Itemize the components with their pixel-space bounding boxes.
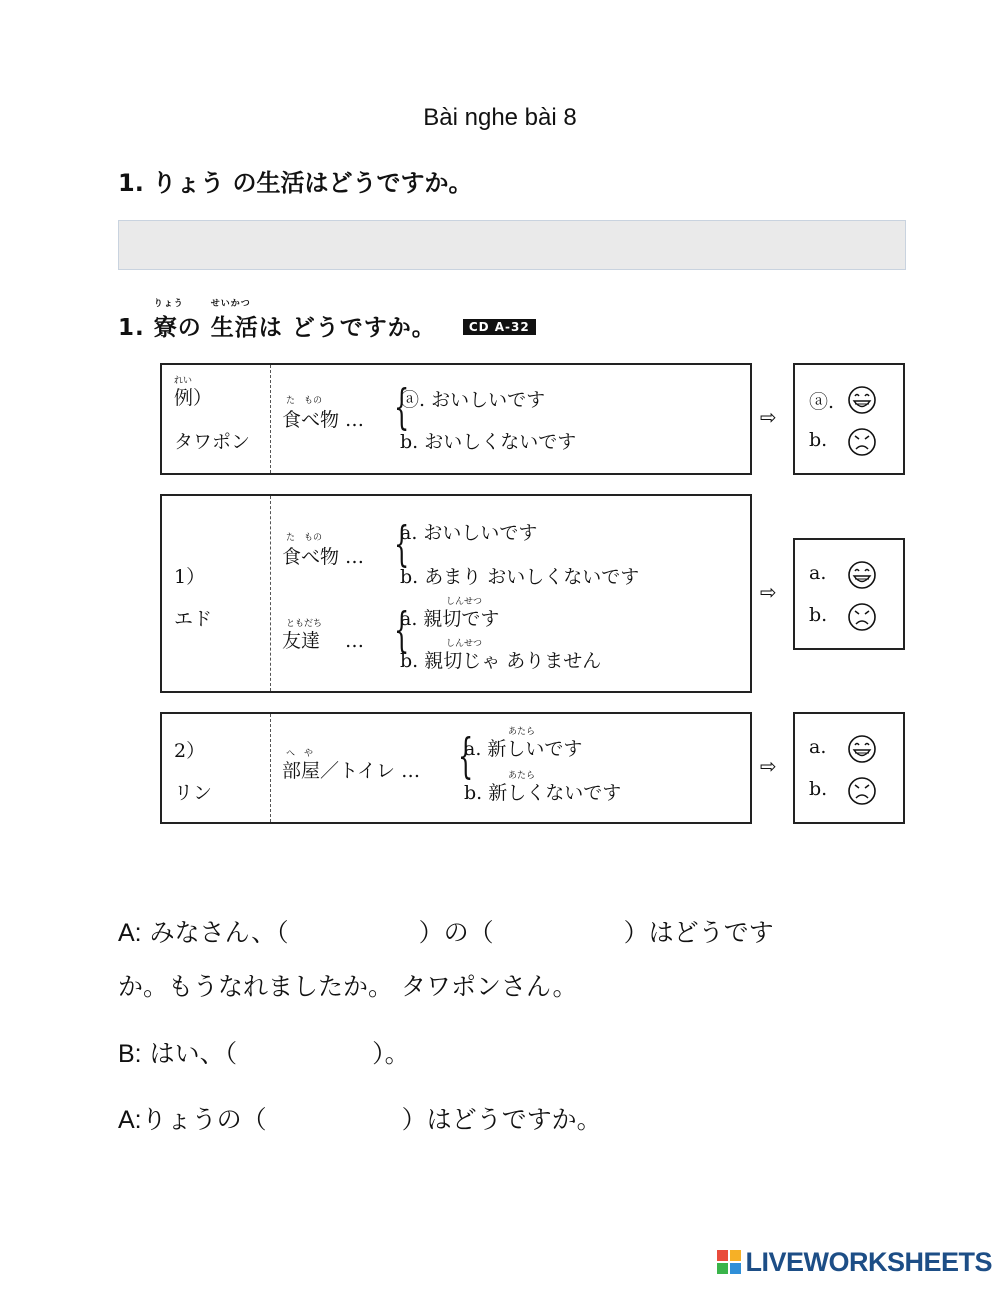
dialog-text: ）はどうです	[623, 918, 774, 947]
option-b: b. 新しくないです	[464, 782, 622, 804]
result-b: b.	[809, 429, 828, 451]
sad-face-icon[interactable]	[847, 602, 877, 632]
cd-track-badge: CD A-32	[463, 319, 536, 335]
title-particle-no: の	[177, 315, 202, 341]
brace: {	[458, 728, 474, 784]
example-label-ruby: れい	[174, 376, 193, 386]
dialog-text: ）。	[372, 1039, 410, 1068]
title-rest: どうですか。	[291, 315, 436, 341]
dialog-line-3	[118, 1034, 410, 1070]
row-2-result-box[interactable]	[793, 712, 905, 824]
row-2-label: 2）	[174, 740, 206, 762]
option-ruby: あたら	[508, 771, 536, 781]
dialog-text: ）の（	[418, 918, 494, 947]
arrow-icon: ⇨	[760, 405, 777, 429]
example-label: 例）	[174, 387, 213, 409]
option-a: ⓐ. おいしいです	[400, 389, 546, 411]
option-ruby: しんせつ	[446, 639, 483, 649]
happy-face-icon	[847, 385, 877, 415]
example-name: タワポン	[174, 431, 251, 453]
dialog-text: はい、（	[149, 1039, 238, 1068]
row-2	[160, 712, 752, 824]
arrow-icon: ⇨	[760, 580, 777, 604]
scan-title	[118, 299, 536, 342]
option-b: b. おいしくないです	[400, 431, 577, 453]
category-food: 食べ物 …	[282, 409, 365, 431]
dialog-text: ）はどうですか。	[401, 1105, 602, 1134]
row-1-name: エド	[174, 608, 213, 630]
option-a: a. おいしいです	[400, 522, 538, 544]
result-a: a.	[809, 562, 827, 584]
row-2-name: リン	[174, 782, 213, 804]
row-divider	[270, 714, 271, 822]
brace: {	[394, 379, 410, 435]
question-number: 1.	[118, 169, 144, 197]
sad-face-icon[interactable]	[847, 776, 877, 806]
ryou-kanji: 寮	[153, 315, 178, 341]
category-ruby: へ や	[286, 749, 314, 759]
seikatsu-ruby: せいかつ	[210, 299, 251, 309]
option-b: b. あまり おいしくないです	[400, 566, 640, 588]
logo-text: LIVEWORKSHEETS	[745, 1246, 992, 1277]
ryou-ruby: りょう	[153, 299, 184, 309]
sad-face-icon	[847, 427, 877, 457]
option-b: b. 親切じゃ ありません	[400, 650, 602, 672]
category-room: 部屋／トイレ …	[282, 760, 421, 782]
example-result-box	[793, 363, 905, 475]
dialog-line-2	[118, 967, 577, 1003]
result-b: b.	[809, 604, 828, 626]
happy-face-icon[interactable]	[847, 560, 877, 590]
question-text: りょう の生活はどうですか。	[152, 169, 473, 197]
ryou-word	[153, 299, 184, 342]
speaker-label: A:	[118, 919, 142, 947]
row-divider	[270, 496, 271, 691]
category-ruby: た もの	[286, 533, 323, 543]
brace: {	[394, 602, 410, 658]
option-ruby: あたら	[508, 727, 536, 737]
speaker-label: A:	[118, 1106, 142, 1134]
speaker-label: B:	[118, 1040, 142, 1068]
logo-mark-icon	[717, 1250, 741, 1274]
dialog-text: りょうの（	[141, 1105, 267, 1134]
result-b: b.	[809, 778, 828, 800]
brace: {	[394, 516, 410, 572]
scan-title-number: 1.	[118, 315, 145, 341]
category-ruby: た もの	[286, 396, 323, 406]
category-ruby: ともだち	[286, 619, 323, 629]
row-1	[160, 494, 752, 693]
seikatsu-kanji: 生活	[210, 315, 259, 341]
row-1-result-box[interactable]	[793, 538, 905, 650]
option-ruby: しんせつ	[446, 597, 483, 607]
row-1-label: 1）	[174, 566, 206, 588]
liveworksheets-logo	[717, 1247, 992, 1277]
dialog-text: か。もうなれましたか。 タワポンさん。	[118, 972, 578, 1001]
seikatsu-word	[210, 299, 259, 342]
result-a: a.	[809, 736, 827, 758]
question-heading	[118, 163, 473, 198]
dialog-line-4	[118, 1100, 602, 1136]
page-title: Bài nghe bài 8	[423, 104, 577, 131]
category-friends: 友達 …	[282, 630, 365, 652]
dialog-text: みなさん、（	[149, 918, 289, 947]
arrow-icon: ⇨	[760, 754, 777, 778]
example-row	[160, 363, 752, 475]
option-a: a. 新しいです	[464, 738, 583, 760]
dialog-line-1	[118, 913, 774, 949]
category-food: 食べ物 …	[282, 546, 365, 568]
title-particle-wa: は	[258, 315, 283, 341]
row-divider	[270, 365, 271, 473]
result-a: ⓐ.	[809, 391, 835, 413]
happy-face-icon[interactable]	[847, 734, 877, 764]
answer-input-box[interactable]	[118, 220, 906, 270]
option-a: a. 親切です	[400, 608, 500, 630]
